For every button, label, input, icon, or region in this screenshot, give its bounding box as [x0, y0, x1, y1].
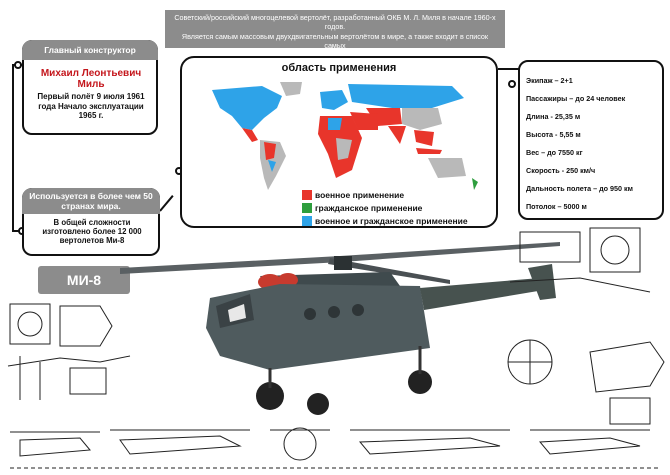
map-card [180, 56, 498, 228]
map-title: область применения [281, 62, 397, 74]
legend-item-military [302, 190, 404, 200]
map-africa-blue [328, 118, 342, 130]
connector-dot-specs [508, 80, 516, 88]
designer-card [22, 40, 158, 135]
map-russia [348, 84, 464, 108]
map-china [402, 108, 442, 130]
map-greenland [280, 82, 302, 96]
legend-label-both: военное и гражданское применение [315, 216, 468, 226]
map-europe [320, 90, 348, 110]
connector-specs-top [498, 68, 520, 70]
usage-card-title: Используется в более чем 50 странах мира. [22, 188, 160, 214]
map-southeast-asia [414, 130, 434, 146]
usage-text: В общей сложности изготовлено более 12 000 вертолетов Ми-8 [42, 218, 142, 246]
header-line-2: Является самым массовым двухдвигательным вертолётом в мире, а также входит в список самых [181, 31, 489, 51]
spec-weight: Вес – до 7550 кг [526, 148, 583, 157]
header-line-1: Советский/российский многоцелевой вертолёт, разработанный ОКБ М. Л. Миля в начале 1960-х годов. [174, 13, 496, 32]
spec-ceiling: Потолок – 5000 м [526, 202, 587, 211]
map-australia [428, 158, 466, 178]
legend-swatch-both [302, 216, 312, 226]
designer-info: Первый полёт 9 июля 1961 года Начало эксплуатации 1965 г. [37, 92, 145, 120]
map-north-america [212, 86, 282, 130]
model-badge: МИ-8 [38, 266, 130, 294]
legend-swatch-military [302, 190, 312, 200]
connector-vertical [12, 64, 14, 232]
spec-height: Высота - 5,55 м [526, 130, 581, 139]
legend-label-civil: гражданское применение [315, 203, 423, 213]
spec-speed: Скорость - 250 км/ч [526, 166, 596, 175]
spec-crew: Экипаж – 2+1 [526, 76, 573, 85]
world-map [202, 78, 482, 198]
connector-map-to-usage [159, 195, 173, 212]
helicopter-illustration [120, 228, 560, 418]
map-central-america [242, 128, 258, 142]
spec-range: Дальность полета – до 950 км [526, 184, 633, 193]
legend-item-civil [302, 203, 422, 213]
spec-passengers: Пассажиры – до 24 человек [526, 94, 626, 103]
legend-label-military: военное применение [315, 190, 405, 200]
header-banner [165, 10, 505, 51]
legend-item-both [302, 216, 468, 226]
blueprint-right [500, 222, 670, 432]
spec-length: Длина - 25,35 м [526, 112, 581, 121]
specs-card [518, 60, 664, 220]
map-indonesia [416, 148, 442, 154]
legend-swatch-civil [302, 203, 312, 213]
map-india [388, 126, 406, 144]
blueprint-bottom [0, 410, 670, 475]
designer-name: Михаил Леонтьевич Миль [40, 68, 142, 90]
blueprint-left [0, 296, 140, 406]
map-new-zealand [472, 178, 478, 190]
connector-dot-designer [14, 61, 22, 69]
designer-card-title: Главный конструктор [22, 40, 158, 60]
